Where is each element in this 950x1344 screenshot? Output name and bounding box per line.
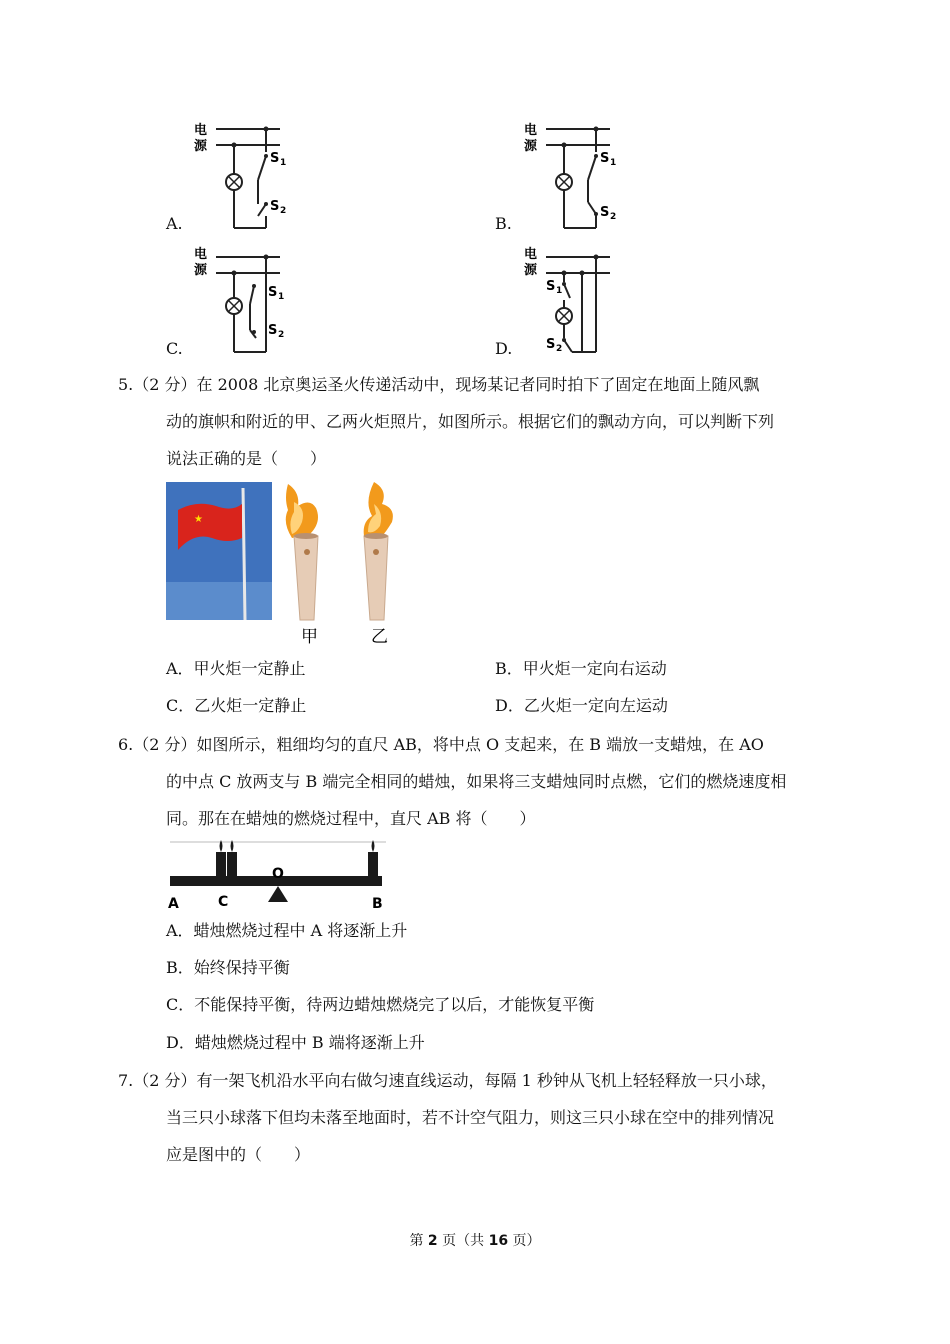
question-5: 5.（2 分）在 2008 北京奥运圣火传递活动中，现场某记者同时拍下了固定在地面上随风飘 动的旗帜和附近的甲、乙两火炬照片，如图所示。根据它们的飘动方向，可以判断下列 说法正确的是（ ） bbox=[118, 375, 775, 468]
power-label: 电 bbox=[194, 123, 208, 138]
svg-text:电: 电 bbox=[194, 247, 208, 262]
circuit-option-a: A. bbox=[166, 214, 183, 233]
q6-option-a: A．蜡烛燃烧过程中 A 将逐渐上升 bbox=[166, 921, 408, 940]
svg-text:S: S bbox=[268, 285, 278, 300]
svg-text:电: 电 bbox=[524, 247, 538, 262]
svg-text:源: 源 bbox=[524, 263, 538, 278]
q6-option-d: D．蜡烛燃烧过程中 B 端将逐渐上升 bbox=[166, 1033, 425, 1052]
svg-text:S: S bbox=[546, 279, 556, 294]
q5-option-b: B．甲火炬一定向右运动 bbox=[495, 659, 667, 678]
question-number: 6. bbox=[118, 735, 134, 754]
svg-text:2: 2 bbox=[280, 206, 287, 216]
svg-text:1: 1 bbox=[610, 158, 617, 168]
svg-text:1: 1 bbox=[556, 286, 563, 296]
circuit-a bbox=[190, 120, 300, 232]
svg-text:电: 电 bbox=[524, 123, 538, 138]
circuit-option-c: C. bbox=[166, 339, 183, 358]
candle-b-icon bbox=[368, 840, 378, 876]
circuit-b bbox=[520, 120, 630, 232]
svg-text:C: C bbox=[218, 894, 229, 910]
question-6: 6.（2 分）如图所示，粗细均匀的直尺 AB，将中点 O 支起来，在 B 端放一支蜡烛，在 AO 的中点 C 放两支与 B 端完全相同的蜡烛，如果将三支蜡烛同时点燃，它们的燃烧速度相 同。那在在蜡烛的燃烧过程中，直尺 AB 将（ ） bbox=[118, 735, 787, 828]
svg-text:S: S bbox=[270, 151, 280, 166]
flag-torch-figure bbox=[166, 482, 416, 648]
svg-text:S: S bbox=[270, 199, 280, 214]
svg-text:2: 2 bbox=[278, 330, 285, 340]
q5-option-c: C．乙火炬一定静止 bbox=[166, 696, 307, 715]
svg-text:源: 源 bbox=[524, 139, 538, 154]
page-total: 16 bbox=[488, 1233, 509, 1249]
torch-jia-icon bbox=[286, 484, 318, 620]
page-footer: 第 2 页（共 16 页） bbox=[409, 1233, 541, 1249]
svg-text:源: 源 bbox=[194, 263, 208, 278]
q5-option-d: D．乙火炬一定向左运动 bbox=[495, 696, 668, 715]
q6-option-b: B．始终保持平衡 bbox=[166, 958, 290, 977]
svg-text:S: S bbox=[600, 205, 610, 220]
svg-text:1: 1 bbox=[280, 158, 287, 168]
torch-yi-icon bbox=[364, 482, 393, 620]
flagpole bbox=[243, 488, 245, 620]
question-number: 5. bbox=[118, 375, 134, 394]
svg-text:S: S bbox=[600, 151, 610, 166]
circuit-d bbox=[520, 244, 630, 356]
circuit-c bbox=[190, 244, 300, 356]
circuit-option-b: B. bbox=[495, 214, 512, 233]
power-label: 源 bbox=[194, 139, 208, 154]
q5-option-a: A．甲火炬一定静止 bbox=[166, 659, 306, 678]
question-7: 7.（2 分）有一架飞机沿水平向右做匀速直线运动，每隔 1 秒钟从飞机上轻轻释放一只小球， 当三只小球落下但均未落至地面时，若不计空气阻力，则这三只小球在空中的排列情况 应是图中的（ ） bbox=[118, 1071, 777, 1164]
svg-text:★: ★ bbox=[194, 514, 203, 525]
question-number: 7. bbox=[118, 1071, 134, 1090]
ruler-candle-figure bbox=[166, 836, 392, 912]
svg-text:2: 2 bbox=[610, 212, 617, 222]
circuit-option-d: D. bbox=[495, 339, 513, 358]
torch-label-yi: 乙 bbox=[371, 627, 388, 647]
svg-text:S: S bbox=[268, 323, 278, 338]
svg-text:1: 1 bbox=[278, 292, 285, 302]
q6-option-c: C．不能保持平衡，待两边蜡烛燃烧完了以后，才能恢复平衡 bbox=[166, 995, 595, 1014]
svg-text:B: B bbox=[372, 896, 383, 912]
torch-label-jia: 甲 bbox=[301, 627, 318, 647]
fulcrum-icon bbox=[268, 886, 288, 902]
svg-text:2: 2 bbox=[556, 344, 563, 354]
svg-text:O: O bbox=[272, 866, 284, 882]
page-number: 2 bbox=[427, 1233, 438, 1249]
svg-text:A: A bbox=[168, 896, 179, 912]
candles-c-icon bbox=[216, 840, 237, 876]
svg-text:S: S bbox=[546, 337, 556, 352]
